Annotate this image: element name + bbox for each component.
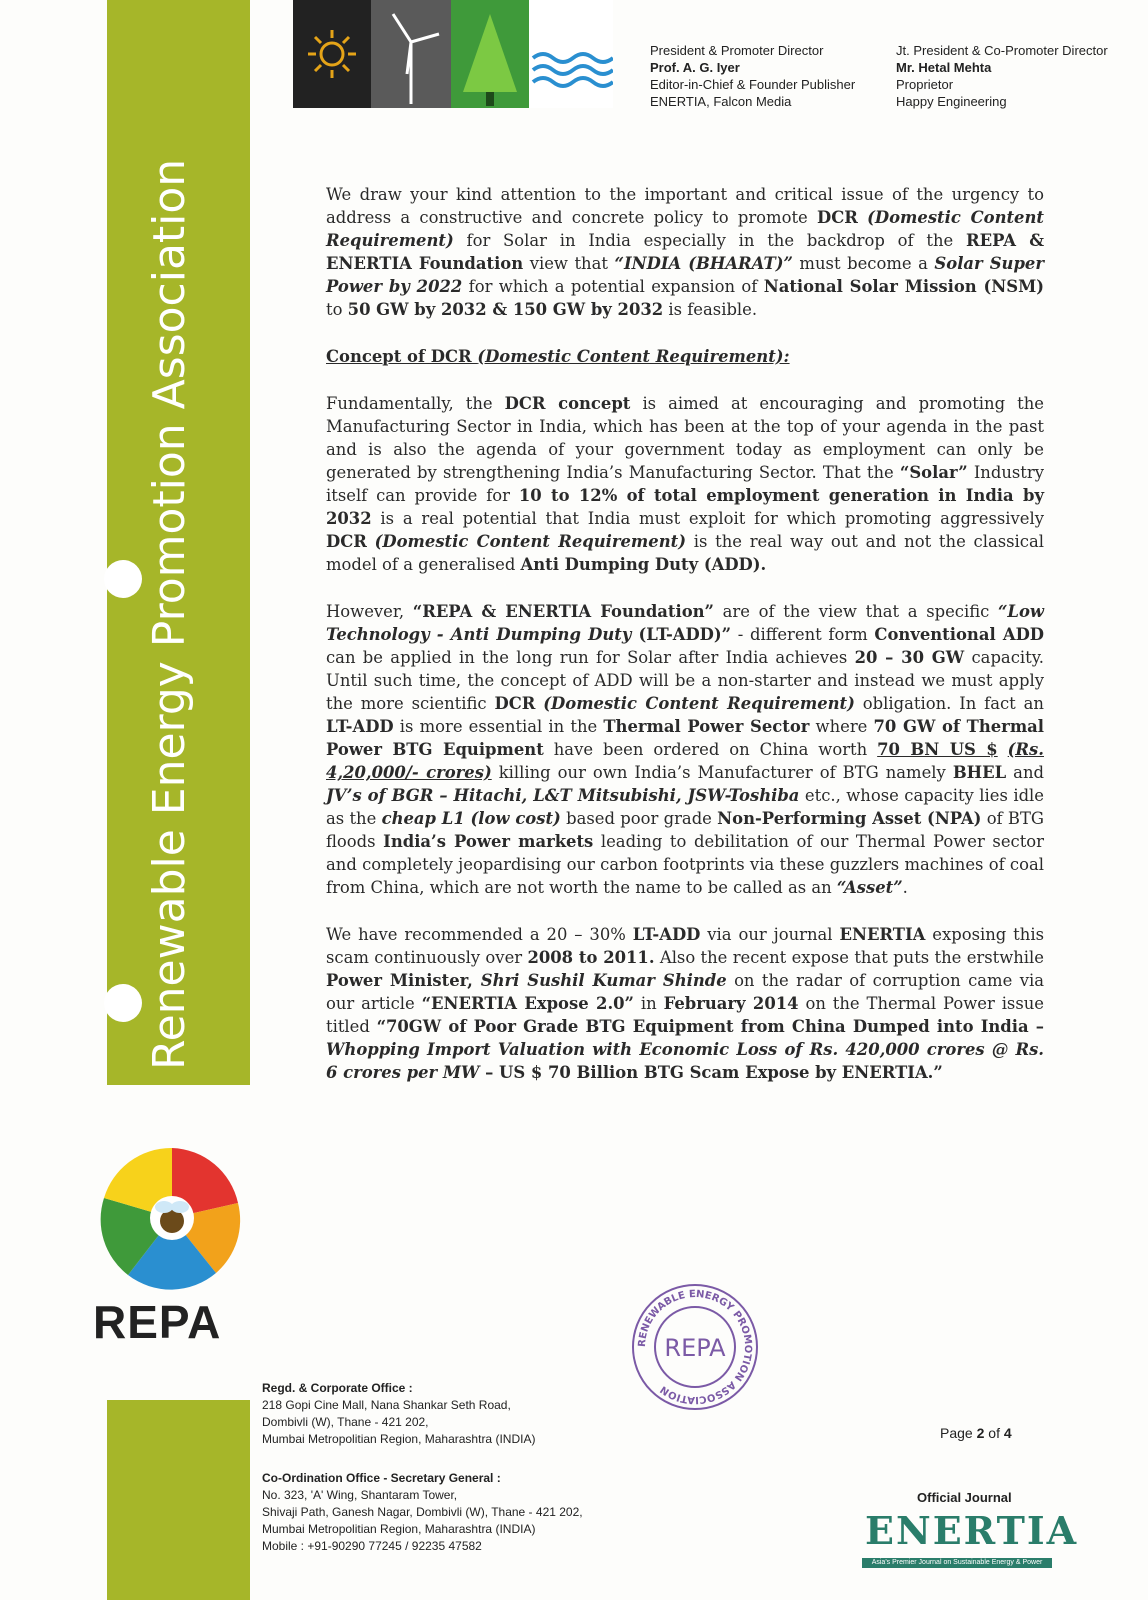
page-number: Page 2 of 4 — [940, 1425, 1012, 1441]
section-heading: Concept of DCR (Domestic Content Requirement): — [326, 347, 790, 366]
wind-turbine-icon — [371, 0, 451, 108]
coord-office-title: Co-Ordination Office - Secretary General : — [262, 1471, 501, 1485]
jt-president-role: Proprietor — [896, 77, 954, 92]
coord-office-mobile: Mobile : +91-90290 77245 / 92235 47582 — [262, 1539, 482, 1553]
official-journal-label: Official Journal — [917, 1490, 1012, 1505]
tree-icon — [451, 0, 529, 108]
punch-hole — [104, 560, 142, 598]
sidebar-vertical-text: Renewable Energy Promotion Association — [144, 158, 195, 1070]
repa-logo-text: REPA — [93, 1296, 222, 1348]
punch-hole — [104, 984, 142, 1022]
header-jt-president — [896, 42, 1108, 110]
president-name: Prof. A. G. Iyer — [650, 60, 740, 75]
header-president — [650, 42, 855, 110]
regd-office-line: Mumbai Metropolitian Region, Maharashtra (INDIA) — [262, 1432, 536, 1446]
regd-office-line: Dombivli (W), Thane - 421 202, — [262, 1415, 429, 1429]
stamp-center-text: REPA — [664, 1334, 726, 1362]
jt-president-title: Jt. President & Co-Promoter Director — [896, 43, 1108, 58]
coord-office-line: Mumbai Metropolitian Region, Maharashtra (INDIA) — [262, 1522, 536, 1536]
sidebar-green-band-bottom — [107, 1400, 250, 1600]
repa-stamp — [630, 1282, 760, 1412]
header-logo-strip — [293, 0, 613, 108]
footer-coord-office — [262, 1470, 583, 1555]
enertia-tagline: Asia's Premier Journal on Sustainable Energy & Power — [862, 1558, 1052, 1568]
coord-office-line: Shivaji Path, Ganesh Nagar, Dombivli (W), Thane - 421 202, — [262, 1505, 583, 1519]
president-title: President & Promoter Director — [650, 43, 824, 58]
coord-office-line: No. 323, 'A' Wing, Shantaram Tower, — [262, 1488, 458, 1502]
jt-president-name: Mr. Hetal Mehta — [896, 60, 992, 75]
jt-president-org: Happy Engineering — [896, 94, 1007, 109]
paragraph-4: We have recommended a 20 – 30% LT-ADD via our journal ENERTIA exposing this scam continuously over 2008 to 2011. Also the recent expose that puts the erstwhile Power Minister, Shri Sushil Kumar Shinde on the radar of corruption came via our article “ENERTIA Expose 2.0” in February 2014 on the Thermal Power issue titled “70GW of Poor Grade BTG Equipment from China Dumped into India – Whopping Import Valuation with Economic Loss of Rs. 420,000 crores @ Rs. 6 crores per MW – US $ 70 Billion BTG Scam Expose by ENERTIA.” — [326, 925, 1045, 1082]
paragraph-2: Fundamentally, the DCR concept is aimed at encouraging and promoting the Manufacturing Sector in India, which has been at the top of your agenda in the past and is also the agenda of your government today as employment can only be generated by strengthening India’s Manufacturing Sector. That the “Solar” Industry itself can provide for 10 to 12% of total employment generation in India by 2032 is a real potential that India must exploit for which promoting aggressively DCR (Domestic Content Requirement) is the real way out and not the classical model of a generalised Anti Dumping Duty (ADD). — [326, 394, 1044, 574]
footer-regd-office — [262, 1380, 535, 1448]
regd-office-title: Regd. & Corporate Office : — [262, 1381, 413, 1395]
stamp-ring-text: RENEWABLE ENERGY PROMOTION ASSOCIATION — [636, 1288, 754, 1406]
enertia-logo: ENERTIA — [865, 1508, 1079, 1553]
letter-body — [326, 183, 1044, 1108]
paragraph-1: We draw your kind attention to the important and critical issue of the urgency to address a constructive and concrete policy to promote DCR (Domestic Content Requirement) for Solar in India especially in the backdrop of the REPA & ENERTIA Foundation view that “INDIA (BHARAT)” must become a Solar Super Power by 2022 for which a potential expansion of National Solar Mission (NSM) to 50 GW by 2032 & 150 GW by 2032 is feasible. — [326, 185, 1044, 319]
repa-logo-graphic — [98, 1143, 246, 1297]
paragraph-3: However, “REPA & ENERTIA Foundation” are of the view that a specific “Low Technology - Anti Dumping Duty (LT-ADD)” - different form Conventional ADD can be applied in the long run for Solar after India achieves 20 – 30 GW capacity. Until such time, the concept of ADD will be a non-starter and instead we must apply the more scientific DCR (Domestic Content Requirement) obligation. In fact an LT-ADD is more essential in the Thermal Power Sector where 70 GW of Thermal Power BTG Equipment have been ordered on China worth 70 BN US $ (Rs. 4,20,000/- crores) killing our own India’s Manufacturer of BTG namely BHEL and JV’s of BGR – Hitachi, L&T Mitsubishi, JSW-Toshiba etc., whose capacity lies idle as the cheap L1 (low cost) based poor grade Non-Performing Asset (NPA) of BTG floods India’s Power markets leading to debilitation of our Thermal Power sector and completely jeopardising our carbon footprints via these guzzlers machines of coal from China, which are not worth the name to be called as an “Asset”. — [326, 602, 1045, 897]
sun-icon — [293, 0, 371, 108]
president-role: Editor-in-Chief & Founder Publisher — [650, 77, 856, 92]
president-org: ENERTIA, Falcon Media — [650, 94, 792, 109]
water-waves-icon — [529, 0, 613, 108]
regd-office-line: 218 Gopi Cine Mall, Nana Shankar Seth Road, — [262, 1398, 511, 1412]
